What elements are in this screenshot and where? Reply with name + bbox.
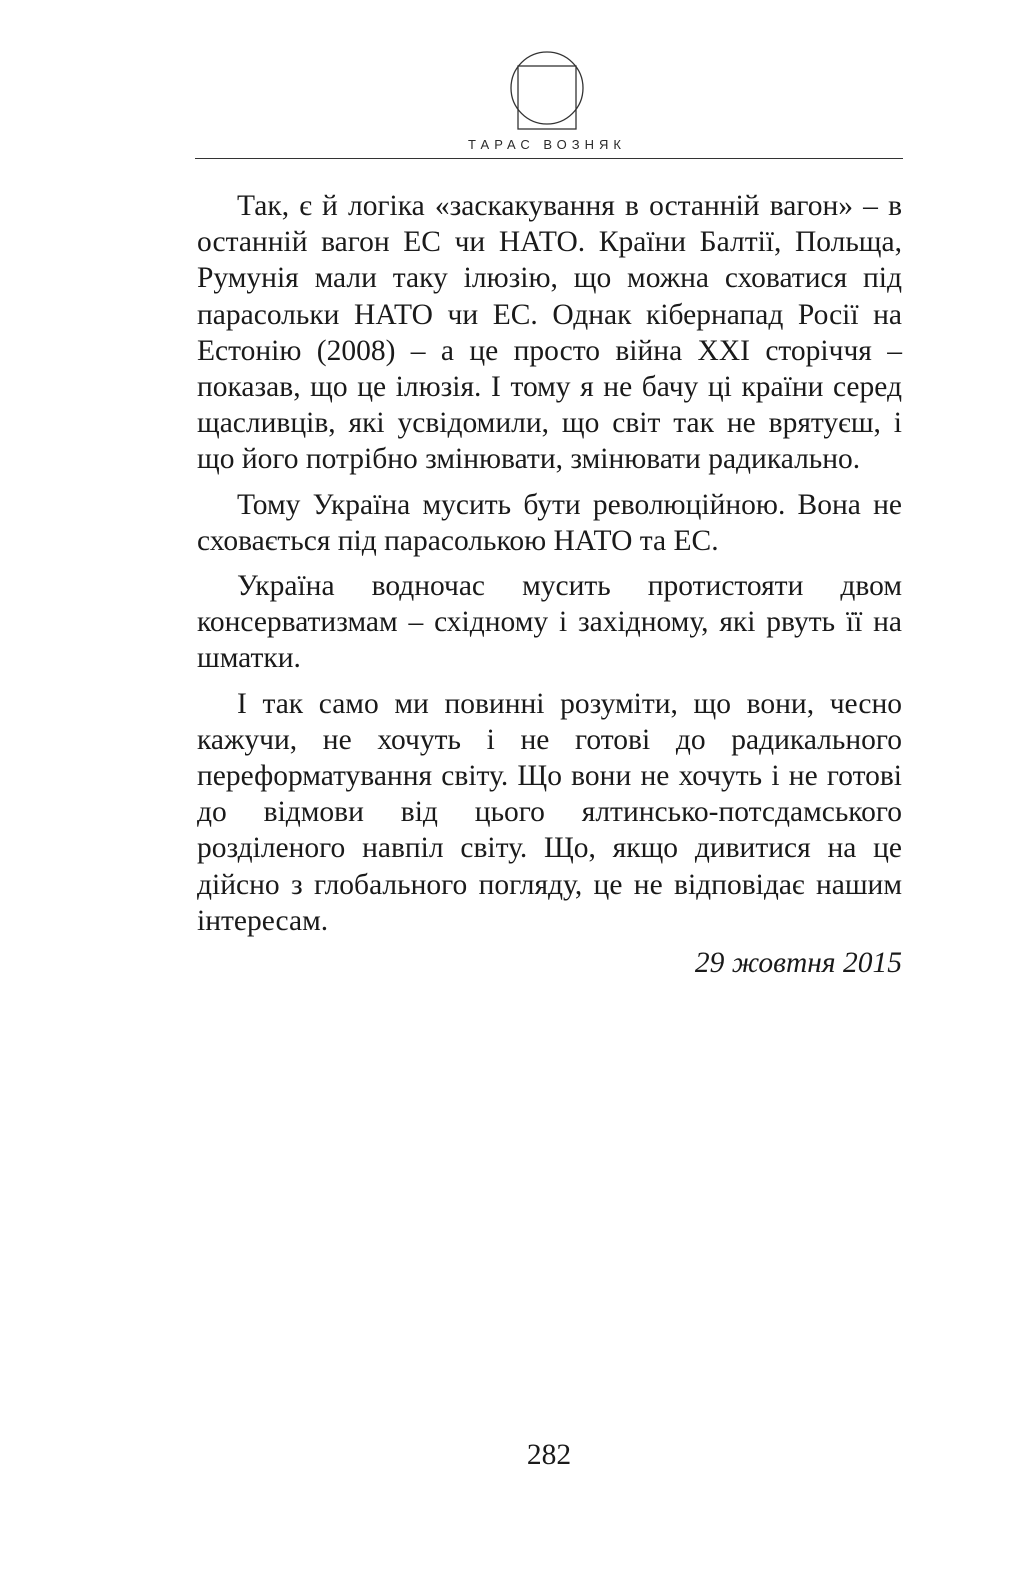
main-text (197, 188, 902, 948)
header-divider (195, 158, 903, 159)
page-number: 282 (526, 1439, 572, 1471)
running-header-author: ТАРАС ВОЗНЯК (468, 137, 626, 152)
paragraph: І так само ми повинні розуміти, що вони, чесно кажучи, не хочуть і не готові до радикального переформатування світу. Що вони не хочуть і не готові до відмови від цього ялтинсько-потсдамського розділеного навпіл світу. Що, якщо дивитися на це дійсно з глобального погляду, це не відповідає нашим інтересам. (197, 687, 902, 937)
article-date: 29 жовтня 2015 (694, 947, 902, 979)
paragraph: Так, є й логіка «заскакування в останній вагон» – в останній вагон ЕС чи НАТО. Країни Балтії, Польща, Румунія мали таку ілюзію, що можна сховатися під парасольки НАТО чи ЕС. Однак кібернапад Росії на Естонію (2008) – а це просто війна ХХІ сторіччя – показав, що це ілюзія. І тому я не бачу ці країни серед щасливців, які усвідомили, що світ так не врятуєш, і що його потрібно змінювати, змінювати радикально. (197, 190, 902, 476)
paragraph: Україна водночас мусить протистояти двом консерватизмам – східному і західному, які рвуть її на шматки. (197, 570, 902, 675)
circle-square-logo-icon (509, 47, 585, 133)
paragraph: Тому Україна мусить бути революційною. Вона не сховається під парасолькою НАТО та ЕС. (197, 488, 902, 557)
